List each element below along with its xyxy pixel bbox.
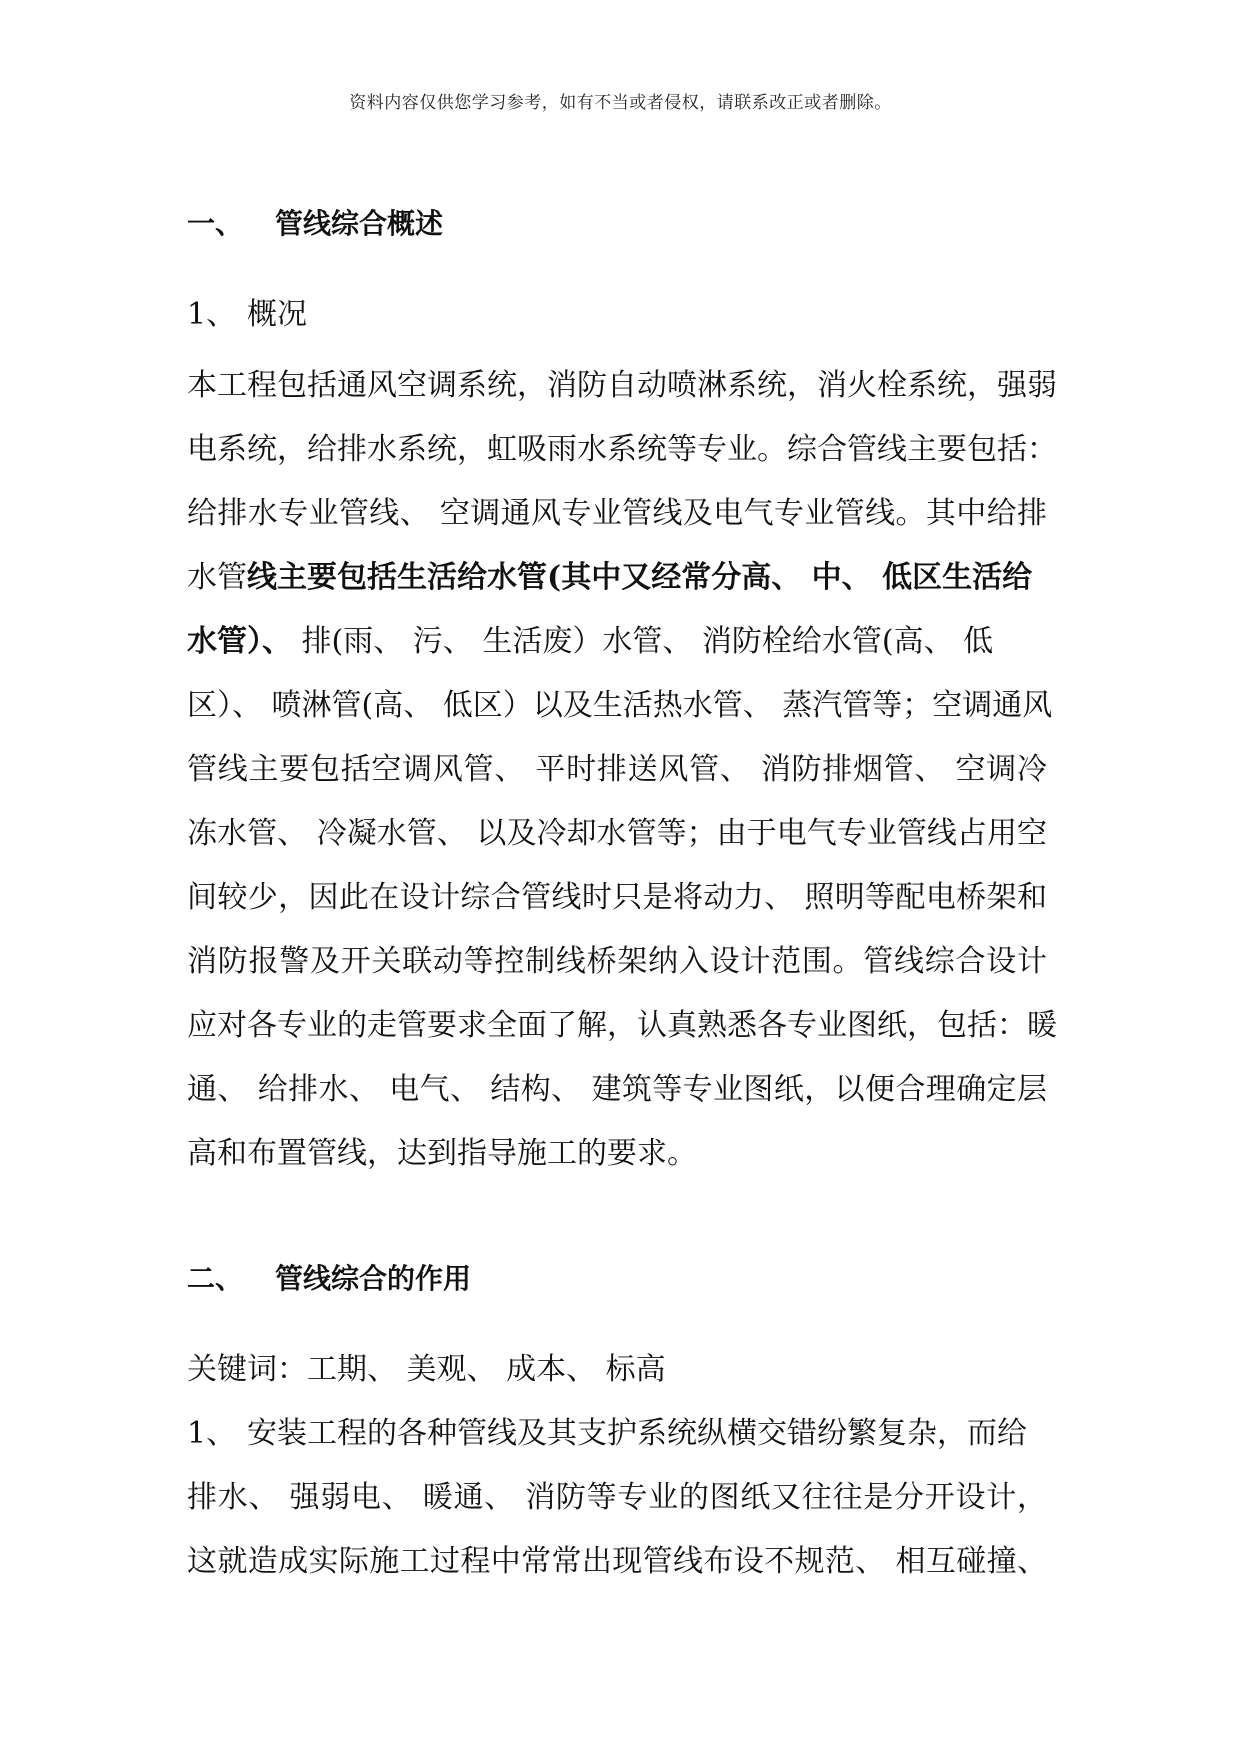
paragraph-line: 应对各专业的走管要求全面了解，认真熟悉各专业图纸，包括：暖 [187,1008,1057,1043]
paragraph-line: 这就造成实际施工过程中常常出现管线布设不规范、 相互碰撞、 [187,1544,1047,1579]
subsection-title: 概况 [247,297,307,332]
paragraph-line: 间较少，因此在设计综合管线时只是将动力、 照明等配电桥架和 [187,880,1047,915]
section-title: 管线综合的作用 [275,1262,472,1295]
paragraph-line: 通、 给排水、 电气、 结构、 建筑等专业图纸，以便合理确定层 [187,1072,1047,1107]
header-disclaimer: 资料内容仅供您学习参考，如有不当或者侵权，请联系改正或者删除。 [349,93,892,113]
section-number: 一、 [187,207,244,240]
list-item-line [187,1414,1047,1454]
section-title: 管线综合概述 [275,207,444,240]
section-heading-1 [187,202,443,242]
text-normal: 排(雨、 污、 生活废）水管、 消防栓给水管(高、 低 [301,624,994,659]
list-item-text: 安装工程的各种管线及其支护系统纵横交错纷繁复杂，而给 [247,1416,1027,1451]
paragraph-line [187,622,1047,662]
paragraph-line: 给排水专业管线、 空调通风专业管线及电气专业管线。其中给排 [187,496,1047,531]
paragraph-line: 管线主要包括空调风管、 平时排送风管、 消防排烟管、 空调冷 [187,752,1047,787]
section-number: 二、 [187,1262,244,1295]
paragraph-line: 电系统，给排水系统，虹吸雨水系统等专业。综合管线主要包括： [187,432,1057,467]
paragraph-line: 排水、 强弱电、 暖通、 消防等专业的图纸又往往是分开设计， [187,1480,1047,1515]
paragraph-line: 高和布置管线，达到指导施工的要求。 [187,1136,697,1171]
paragraph-line: 区）、 喷淋管(高、 低区）以及生活热水管、 蒸汽管等；空调通风 [187,688,1053,723]
paragraph-line: 本工程包括通风空调系统，消防自动喷淋系统，消火栓系统，强弱 [187,368,1057,403]
paragraph-line: 消防报警及开关联动等控制线桥架纳入设计范围。管线综合设计 [187,944,1047,979]
list-item-number: 1、 [187,1416,237,1451]
paragraph-line [187,558,1047,598]
section-heading-2 [187,1257,471,1297]
keywords-line: 关键词：工期、 美观、 成本、 标高 [187,1352,666,1387]
text-normal: 水管 [187,560,247,595]
subsection-heading [187,295,1047,335]
subsection-number: 1、 [187,297,237,332]
paragraph-line: 冻水管、 冷凝水管、 以及冷却水管等；由于电气专业管线占用空 [187,816,1047,851]
text-bold: 水管）、 [187,624,292,659]
text-bold: 线主要包括生活给水管(其中又经常分高、 中、 低区生活给 [247,560,1033,595]
